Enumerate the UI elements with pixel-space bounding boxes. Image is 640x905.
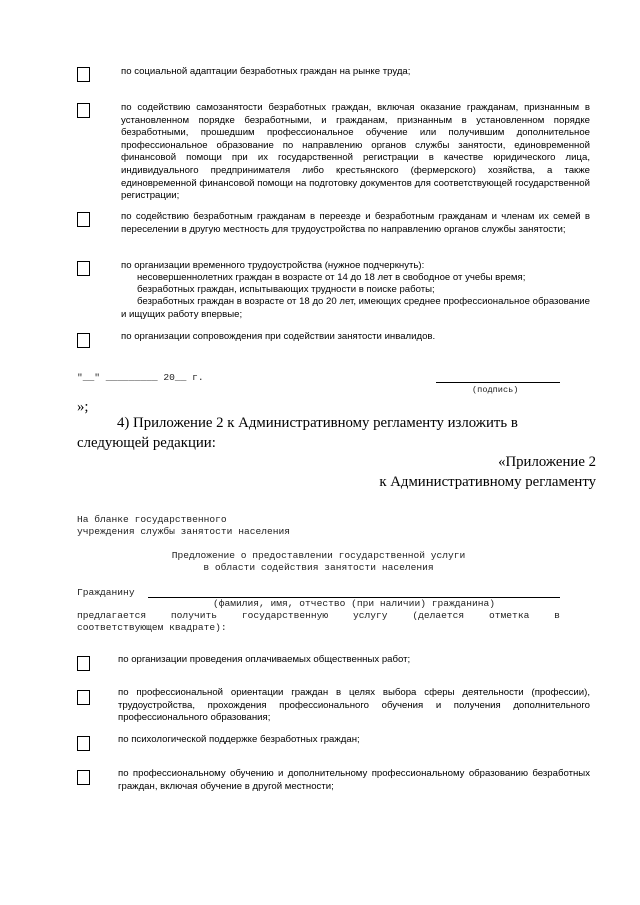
- checkbox[interactable]: [77, 736, 90, 751]
- option-subitem: безработных граждан, испытывающих трудности в поиске работы;: [137, 284, 435, 295]
- checkbox[interactable]: [77, 656, 90, 671]
- signature-line: [436, 382, 560, 383]
- appendix-subtitle: к Административному регламенту: [379, 474, 596, 490]
- checkbox[interactable]: [77, 690, 90, 705]
- signature-caption: (подпись): [472, 385, 519, 395]
- offer-line-2: соответствующем квадрате):: [77, 622, 227, 633]
- closing-quote: »;: [77, 399, 89, 415]
- option-subitem: несовершеннолетних граждан в возрасте от 14 до 18 лет в свободное от учебы время;: [137, 272, 526, 283]
- option-text: по профессиональному обучению и дополнительному профессиональному образованию безработных граждан, включая обучение в другой местности;: [118, 768, 590, 792]
- option-text: по содействию самозанятости безработных граждан, включая оказание гражданам, признанным в установленном порядке безработными, и гражданам, признанным в установленном порядке безработными, прошедшим профессиональное обучение или получившим дополнительное профессиональное образование по направлению органов службы занятости, единовременной финансовой помощи при их государственной регистрации в качестве юридического лица, индивидуального предпринимателя либо крестьянского (фермерского) хозяйства, а также единовременной финансовой помощи на подготовку документов для соответствующей государственной регистрации;: [121, 102, 590, 202]
- checkbox[interactable]: [77, 333, 90, 348]
- checkbox[interactable]: [77, 770, 90, 785]
- citizen-label: Гражданину: [77, 587, 135, 598]
- offer-word: услугу: [353, 610, 388, 621]
- amendment-line-2: следующей редакции:: [77, 435, 216, 451]
- checkbox[interactable]: [77, 67, 90, 82]
- amendment-line-1: 4) Приложение 2 к Административному регламенту изложить в: [117, 415, 518, 431]
- citizen-caption: (фамилия, имя, отчество (при наличии) гражданина): [212, 598, 496, 609]
- offer-word: в: [554, 610, 560, 621]
- checkbox[interactable]: [77, 212, 90, 227]
- offer-word: государственную: [241, 610, 329, 621]
- appendix-title: «Приложение 2: [498, 454, 596, 470]
- blank-header-line-1: На бланке государственного: [77, 514, 227, 525]
- checkbox[interactable]: [77, 103, 90, 118]
- option-text: по организации проведения оплачиваемых общественных работ;: [118, 654, 411, 665]
- option-text: по содействию безработным гражданам в переезде и безработным гражданам и членам их семей в переселении в другую местность для трудоустройства по направлению органов службы занятости;: [121, 211, 590, 235]
- option-text: по профессиональной ориентации граждан в целях выбора сферы деятельности (профессии), трудоустройства, прохождения профессионального обучения и получения дополнительного профессионального образования;: [118, 687, 590, 724]
- offer-word: предлагается: [77, 610, 147, 621]
- option-text: по социальной адаптации безработных граждан на рынке труда;: [121, 66, 411, 77]
- blank-header-line-2: учреждения службы занятости населения: [77, 526, 291, 537]
- offer-word: получить: [170, 610, 217, 621]
- form-title-line-1: Предложение о предоставлении государственной услуги: [171, 550, 466, 561]
- option-text: по психологической поддержке безработных граждан;: [118, 734, 360, 745]
- offer-line-1: [77, 610, 560, 622]
- offer-word: отметка: [489, 610, 530, 621]
- form-title-line-2: в области содействия занятости населения: [203, 562, 434, 573]
- offer-word: (делается: [412, 610, 465, 621]
- option-subitem: безработных граждан в возрасте от 18 до 20 лет, имеющих среднее профессиональное образование и ищущих работу впервые;: [121, 296, 590, 320]
- option-text: по организации временного трудоустройства (нужное подчеркнуть):: [121, 260, 425, 271]
- date-line: "__" _________ 20__ г.: [77, 372, 204, 383]
- option-text: по организации сопровождения при содействии занятости инвалидов.: [121, 331, 436, 342]
- checkbox[interactable]: [77, 261, 90, 276]
